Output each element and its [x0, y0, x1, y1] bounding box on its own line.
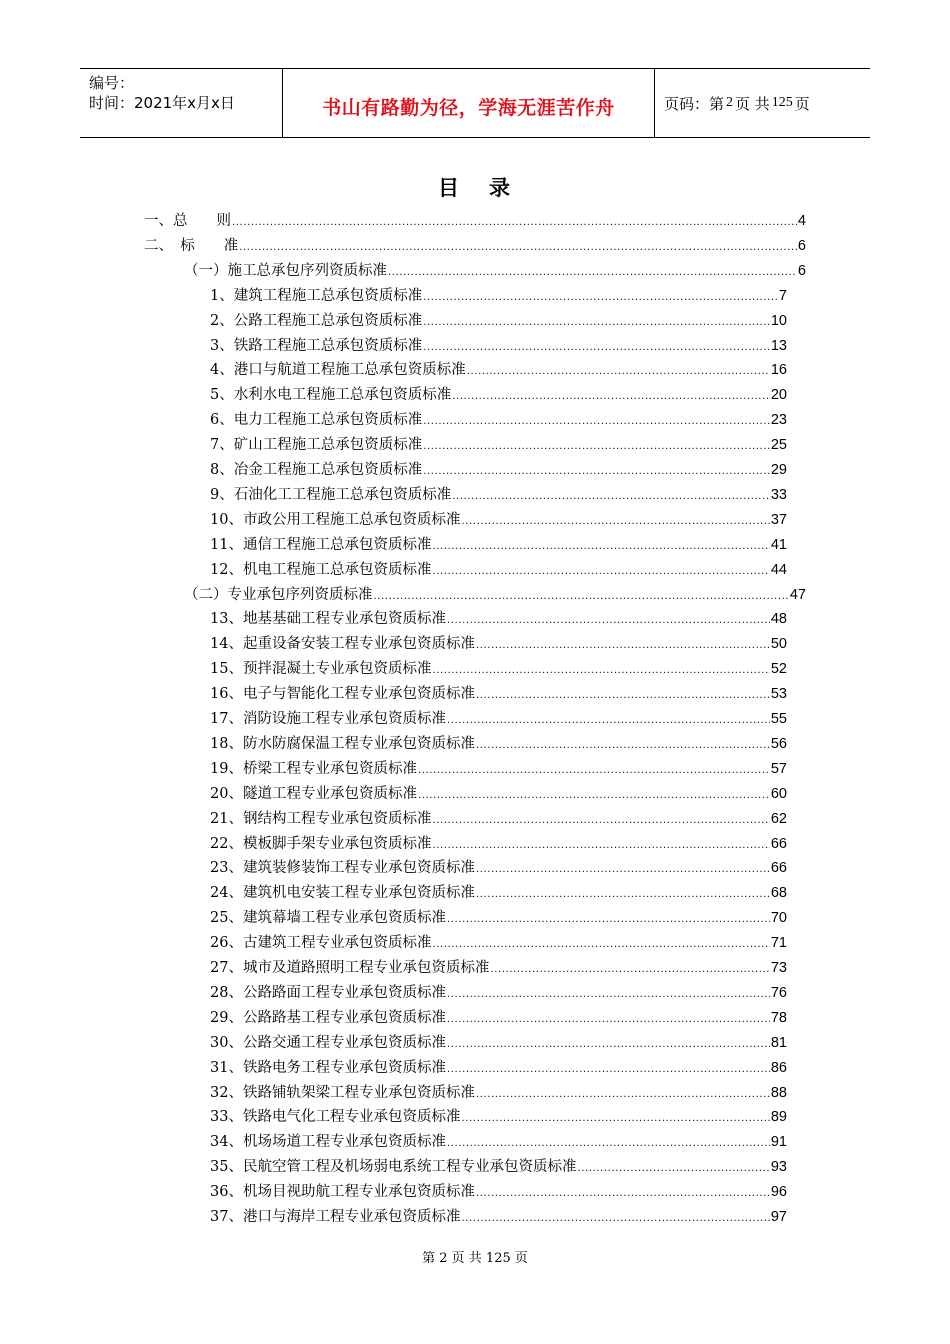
toc-entry-label: 31、铁路电务工程专业承包资质标准	[210, 1059, 446, 1076]
toc-leader-dots	[432, 566, 769, 577]
toc-entry-label: 22、模板脚手架专业承包资质标准	[210, 835, 432, 852]
toc-entry-label: 29、公路路基工程专业承包资质标准	[210, 1009, 446, 1026]
toc-entry-page: 23	[770, 412, 787, 429]
toc-entry-page: 88	[770, 1084, 787, 1101]
toc-entry-label: 11、通信工程施工总承包资质标准	[210, 536, 432, 553]
toc-entry-label: 9、石油化工工程施工总承包资质标准	[210, 486, 452, 503]
toc-entry-page: 56	[770, 735, 787, 752]
toc-entry-page: 47	[789, 586, 806, 603]
toc-entry-label: 14、起重设备安装工程专业承包资质标准	[210, 636, 475, 653]
toc-entry[interactable]	[210, 1081, 787, 1106]
toc-entry-page: 66	[770, 860, 787, 877]
toc-entry[interactable]	[210, 906, 787, 931]
toc-entry-label: 30、公路交通工程专业承包资质标准	[210, 1034, 446, 1051]
toc-entry[interactable]	[210, 1130, 787, 1155]
toc-entry-label: 18、防水防腐保温工程专业承包资质标准	[210, 735, 475, 752]
toc-leader-dots	[490, 964, 769, 975]
toc-entry-page: 66	[770, 835, 787, 852]
toc-entry-label: 27、城市及道路照明工程专业承包资质标准	[210, 960, 490, 976]
toc-entry-label: 16、电子与智能化工程专业承包资质标准	[210, 686, 475, 703]
toc-entry[interactable]	[210, 757, 787, 782]
toc-leader-dots	[432, 541, 769, 552]
toc-leader-dots	[432, 840, 769, 851]
toc-entry-label: 一、总 则	[144, 213, 231, 229]
toc-entry[interactable]	[210, 1155, 787, 1180]
toc-leader-dots	[432, 815, 769, 826]
toc-entry[interactable]	[210, 632, 787, 657]
toc-entry-label: 13、地基基础工程专业承包资质标准	[210, 611, 446, 628]
toc-leader-dots	[476, 864, 770, 875]
toc-entry[interactable]	[210, 433, 787, 458]
toc-entry[interactable]	[210, 956, 787, 981]
toc-leader-dots	[476, 640, 770, 651]
toc-entry[interactable]	[210, 1056, 787, 1081]
toc-entry[interactable]	[210, 358, 787, 383]
toc-entry[interactable]	[210, 1006, 787, 1031]
toc-leader-dots	[447, 715, 770, 726]
toc-entry-page: 7	[778, 287, 787, 304]
header-page-total: 125	[771, 95, 793, 110]
toc-entry-page: 53	[770, 686, 787, 703]
toc-title	[0, 172, 950, 202]
toc-leader-dots	[476, 690, 770, 701]
toc-entry-label: 26、古建筑工程专业承包资质标准	[210, 935, 432, 952]
toc-entry-label: 35、民航空管工程及机场弱电系统工程专业承包资质标准	[210, 1159, 577, 1176]
toc-leader-dots	[447, 615, 770, 626]
toc-entry-label: 37、港口与海岸工程专业承包资质标准	[210, 1209, 461, 1225]
toc-entry[interactable]	[210, 832, 787, 857]
header-motto-cell	[282, 69, 655, 137]
toc-entry[interactable]	[210, 807, 787, 832]
toc-leader-dots	[423, 317, 770, 328]
toc-entry[interactable]	[184, 259, 806, 284]
document-number-label: 编号：	[89, 74, 135, 92]
toc-entry-page: 86	[770, 1059, 787, 1076]
toc-entry-page: 81	[770, 1034, 787, 1051]
toc-entry-page: 91	[770, 1134, 787, 1151]
toc-entry[interactable]	[210, 1105, 787, 1130]
toc-entry-label: 17、消防设施工程专业承包资质标准	[210, 711, 446, 727]
toc-leader-dots	[374, 591, 789, 602]
toc-entry[interactable]	[210, 657, 787, 682]
toc-leader-dots	[423, 416, 770, 427]
toc-entry-page: 89	[770, 1109, 787, 1126]
toc-entry[interactable]	[210, 931, 787, 956]
toc-leader-dots	[476, 1089, 770, 1100]
toc-entry-label: 1、建筑工程施工总承包资质标准	[210, 287, 423, 304]
header-meta-cell	[80, 69, 282, 137]
header-page-mid: 页 共	[735, 94, 770, 113]
toc-leader-dots	[461, 1113, 769, 1124]
toc-entry-page: 41	[770, 536, 787, 553]
toc-entry-label: 8、冶金工程施工总承包资质标准	[210, 462, 423, 478]
toc-leader-dots	[423, 342, 770, 353]
toc-title-right: 录	[489, 175, 512, 200]
toc-entry[interactable]	[210, 856, 787, 881]
header-page-suffix: 页	[794, 94, 810, 113]
toc-entry[interactable]	[144, 209, 806, 234]
toc-entry-label: 6、电力工程施工总承包资质标准	[210, 412, 423, 429]
toc-entry-label: 10、市政公用工程施工总承包资质标准	[210, 511, 461, 528]
toc-entry[interactable]	[210, 408, 787, 433]
toc-leader-dots	[476, 1188, 770, 1199]
toc-title-left: 目	[438, 175, 461, 200]
toc-leader-dots	[467, 366, 770, 377]
toc-entry[interactable]	[210, 981, 787, 1006]
page-footer: 第 2 页 共 125 页	[422, 1251, 528, 1266]
header-page-prefix: 页码：第	[664, 94, 725, 113]
toc-entry-label: 20、隧道工程专业承包资质标准	[210, 785, 417, 802]
toc-entry-label: 25、建筑幕墙工程专业承包资质标准	[210, 910, 446, 927]
toc-leader-dots	[476, 740, 770, 751]
document-time-label: 时间：2021年x月x日	[89, 94, 235, 112]
toc-entry-label: 4、港口与航道工程施工总承包资质标准	[210, 362, 466, 379]
toc-entry-label: 34、机场场道工程专业承包资质标准	[210, 1134, 446, 1151]
toc-entry-label: 28、公路路面工程专业承包资质标准	[210, 984, 446, 1001]
toc-entry-page: 60	[770, 785, 787, 802]
toc-entry[interactable]	[210, 1205, 787, 1230]
toc-entry-page: 13	[770, 337, 787, 354]
toc-entry[interactable]	[210, 732, 787, 757]
toc-entry[interactable]	[210, 1180, 787, 1205]
toc-leader-dots	[452, 491, 770, 502]
toc-entry-page: 29	[770, 462, 787, 478]
toc-entry-page: 78	[770, 1009, 787, 1026]
toc-entry-label: 23、建筑装修装饰工程专业承包资质标准	[210, 860, 475, 877]
toc-leader-dots	[423, 292, 778, 303]
toc-entry-page: 20	[770, 387, 787, 404]
toc-entry-page: 96	[770, 1184, 787, 1201]
header-page-current: 2	[726, 95, 734, 110]
toc-entry-label: 19、桥梁工程专业承包资质标准	[210, 760, 417, 777]
toc-entry-label: 二、 标 准	[144, 237, 239, 254]
toc-entry-page: 97	[770, 1209, 787, 1225]
toc-entry[interactable]	[210, 558, 787, 583]
toc-entry[interactable]	[210, 284, 787, 309]
toc-leader-dots	[461, 1213, 769, 1224]
page-header	[80, 68, 870, 138]
toc-leader-dots	[432, 939, 769, 950]
toc-entry[interactable]	[210, 334, 787, 359]
toc-entry[interactable]	[210, 707, 787, 732]
toc-entry[interactable]	[210, 533, 787, 558]
toc-entry-page: 57	[770, 760, 787, 777]
toc-entry-label: 32、铁路铺轨架梁工程专业承包资质标准	[210, 1084, 475, 1101]
toc-entry-label: 21、钢结构工程专业承包资质标准	[210, 810, 432, 827]
toc-leader-dots	[432, 665, 769, 676]
toc-leader-dots	[447, 1039, 770, 1050]
toc-entry-label: 24、建筑机电安装工程专业承包资质标准	[210, 885, 475, 902]
toc-entry-label: 33、铁路电气化工程专业承包资质标准	[210, 1109, 461, 1126]
toc-entry-label: 7、矿山工程施工总承包资质标准	[210, 437, 423, 454]
toc-entry-page: 10	[770, 312, 787, 329]
toc-entry-page: 6	[797, 237, 806, 254]
toc-entry-page: 68	[770, 885, 787, 902]
toc-leader-dots	[423, 466, 770, 477]
toc-entry-label: 5、水利水电工程施工总承包资质标准	[210, 387, 452, 404]
toc-entry[interactable]	[210, 383, 787, 408]
toc-entry-page: 93	[770, 1159, 787, 1176]
toc-leader-dots	[461, 516, 769, 527]
toc-entry-label: 12、机电工程施工总承包资质标准	[210, 561, 432, 578]
header-motto: 书山有路勤为径，学海无涯苦作舟	[322, 96, 615, 119]
toc-leader-dots	[239, 242, 797, 253]
toc-entry-page: 16	[770, 362, 787, 379]
toc-leader-dots	[447, 989, 770, 1000]
toc-entry-page: 48	[770, 611, 787, 628]
toc-entry-page: 52	[770, 661, 787, 678]
toc-entry-page: 25	[770, 437, 787, 454]
toc-entry-label: 36、机场目视助航工程专业承包资质标准	[210, 1184, 475, 1201]
toc-entry[interactable]	[210, 607, 787, 632]
toc-leader-dots	[423, 441, 770, 452]
toc-entry[interactable]	[210, 458, 787, 483]
toc-entry-label: （二）专业承包序列资质标准	[184, 586, 373, 603]
toc-entry-page: 4	[797, 213, 806, 229]
toc-entry-page: 37	[770, 511, 787, 528]
toc-leader-dots	[447, 1064, 770, 1075]
toc-entry[interactable]	[184, 583, 806, 608]
toc-entry-page: 55	[770, 711, 787, 727]
toc-entry[interactable]	[210, 881, 787, 906]
toc-entry[interactable]	[210, 309, 787, 334]
toc-entry-label: （一）施工总承包序列资质标准	[184, 262, 387, 279]
toc-entry-page: 76	[770, 984, 787, 1001]
toc-entry[interactable]	[210, 508, 787, 533]
toc-entry-page: 6	[797, 262, 806, 279]
toc-entry-page: 70	[770, 910, 787, 927]
toc-leader-dots	[447, 1014, 770, 1025]
toc-entry-page: 50	[770, 636, 787, 653]
toc-entry-page: 33	[770, 486, 787, 503]
toc-entry-label: 15、预拌混凝土专业承包资质标准	[210, 661, 432, 678]
toc-entry-page: 71	[770, 935, 787, 952]
toc-entry[interactable]	[144, 234, 806, 259]
toc-leader-dots	[388, 267, 797, 278]
toc-entry-label: 3、铁路工程施工总承包资质标准	[210, 337, 423, 354]
toc-leader-dots	[577, 1163, 769, 1174]
toc-entry-page: 73	[770, 960, 787, 976]
toc-leader-dots	[447, 1138, 770, 1149]
toc-entry[interactable]	[210, 682, 787, 707]
toc-leader-dots	[418, 765, 770, 776]
toc-entry[interactable]	[210, 483, 787, 508]
toc-leader-dots	[452, 391, 770, 402]
toc-entry-page: 44	[770, 561, 787, 578]
toc-leader-dots	[418, 790, 770, 801]
toc-entry-page: 62	[770, 810, 787, 827]
toc-leader-dots	[447, 914, 770, 925]
header-page-cell	[655, 69, 870, 137]
toc-leader-dots	[476, 889, 770, 900]
toc-leader-dots	[232, 217, 797, 228]
toc-entry[interactable]	[210, 782, 787, 807]
toc-entry-label: 2、公路工程施工总承包资质标准	[210, 312, 423, 329]
toc-entry[interactable]	[210, 1031, 787, 1056]
